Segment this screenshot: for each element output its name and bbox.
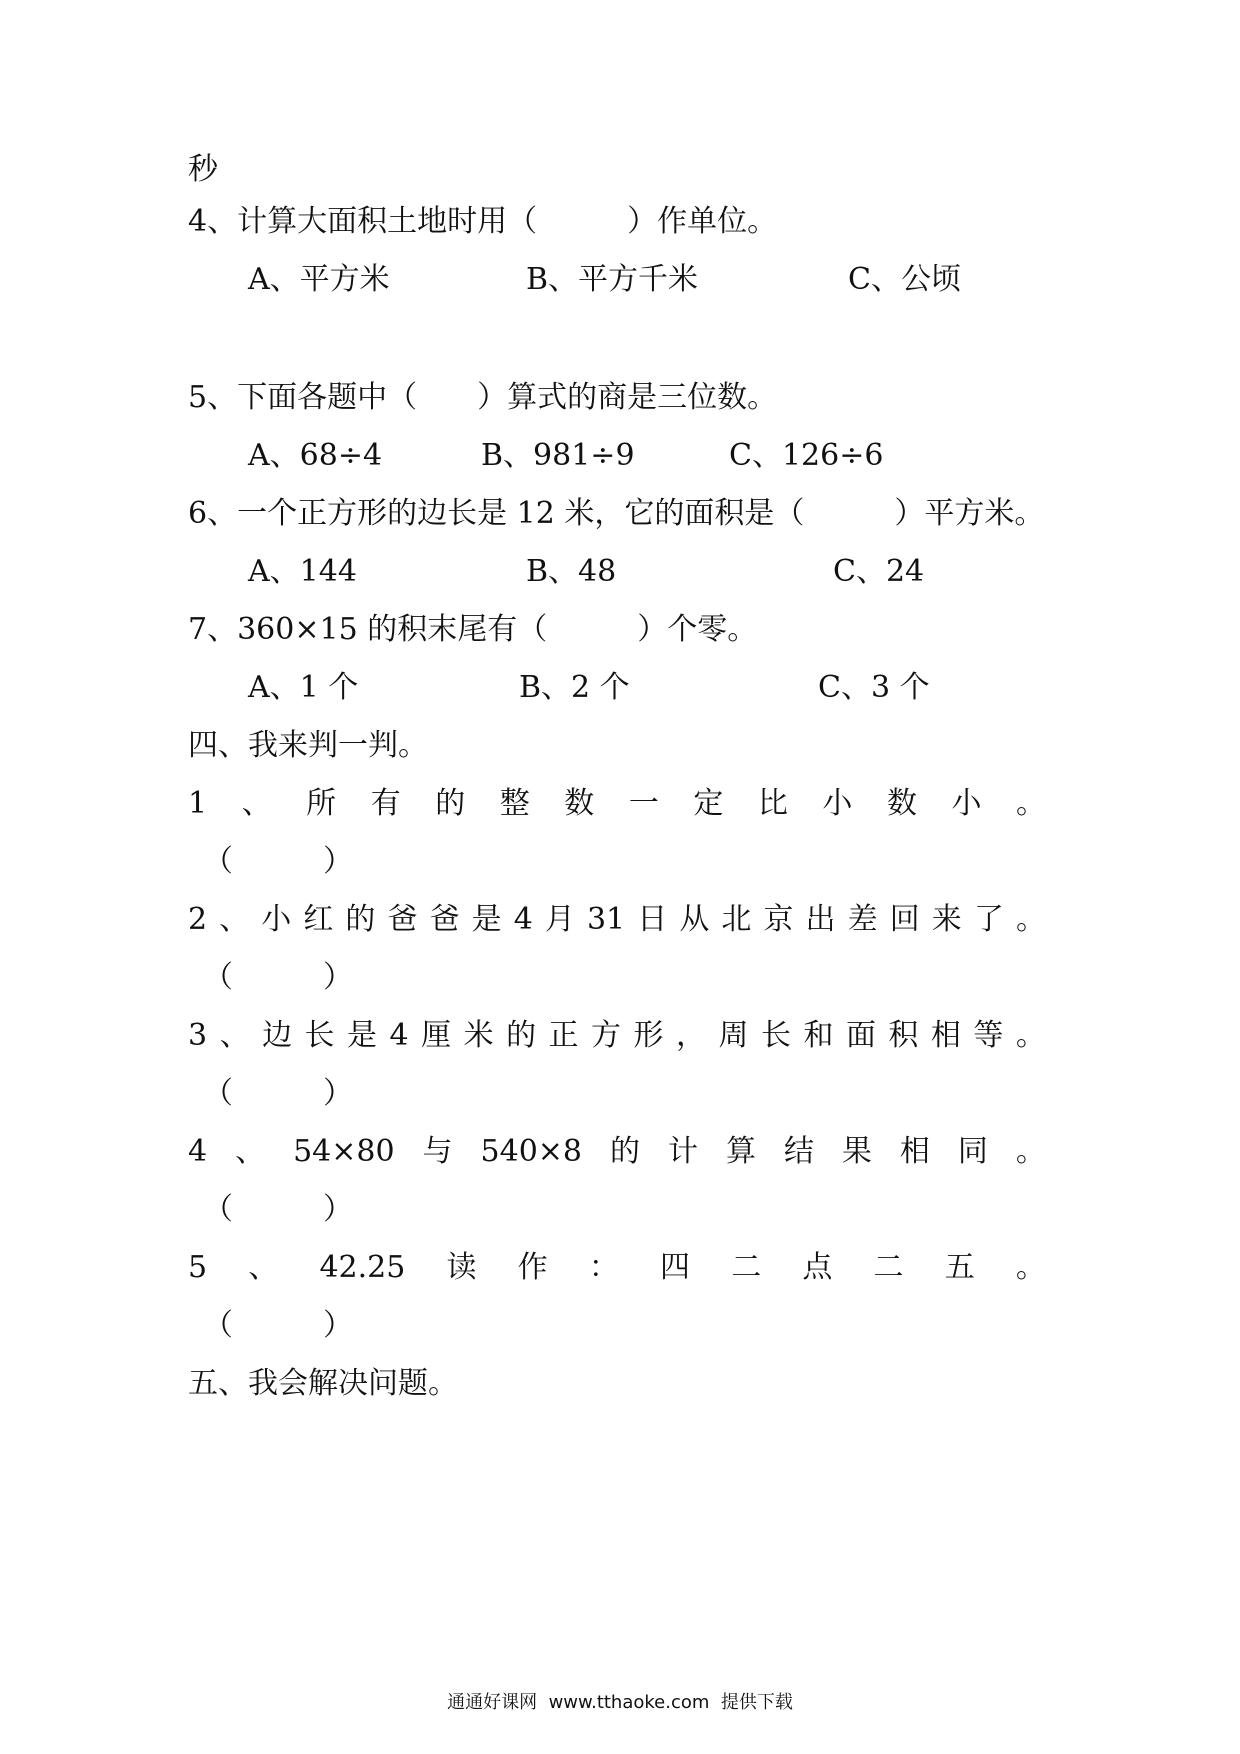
statement-token: 计 (667, 1134, 698, 1169)
statement-token: 作 (517, 1250, 548, 1285)
statement-token: 同 (957, 1134, 988, 1169)
statement-token: 二 (731, 1250, 762, 1285)
question-6: 6、一个正方形的边长是 12 米，它的面积是（ ）平方米。 (188, 496, 1045, 531)
q7-option-b: B、2 个 (519, 670, 630, 705)
statement-token: 小 (261, 902, 292, 937)
statement-token: 长 (304, 1018, 335, 1053)
statement-token: 31 (586, 902, 626, 937)
statement-token: 的 (609, 1134, 640, 1169)
statement-token: 边 (262, 1018, 293, 1053)
statement-token: 一 (628, 786, 659, 821)
statement-token: 米 (463, 1018, 494, 1053)
statement-token: 定 (693, 786, 724, 821)
statement-token: 月 (544, 902, 575, 937)
statement-token: 是 (347, 1018, 378, 1053)
statement-token: 、 (235, 1134, 266, 1169)
judge-statement-1 (188, 784, 1046, 824)
statement-token: 北 (721, 902, 752, 937)
carry-over-text: 秒 (188, 152, 218, 187)
statement-token: 回 (889, 902, 920, 937)
statement-token: 是 (471, 902, 502, 937)
statement-token: 了 (973, 902, 1004, 937)
page-footer: 通通好课网 www.tthaoke.com 提供下载 (447, 1692, 793, 1713)
q5-option-c: C、126÷6 (729, 438, 884, 473)
statement-token: 54×80 (293, 1134, 395, 1169)
statement-token: 的 (435, 786, 466, 821)
statement-token: 1 (188, 786, 208, 821)
statement-token: 红 (303, 902, 334, 937)
judge-statement-2 (188, 900, 1046, 940)
statement-token: 。 (1015, 1134, 1046, 1169)
question-4: 4、计算大面积土地时用（ ）作单位。 (188, 204, 778, 239)
statement-token: 长 (760, 1018, 791, 1053)
judge-statement-5 (188, 1248, 1046, 1288)
statement-token: ： (588, 1250, 619, 1285)
statement-token: 和 (803, 1018, 834, 1053)
statement-token: 正 (548, 1018, 579, 1053)
statement-token: 有 (370, 786, 401, 821)
statement-token: 数 (886, 786, 917, 821)
statement-token: 4 (513, 902, 533, 937)
judge-statement-4 (188, 1132, 1046, 1172)
statement-token: 、 (241, 786, 272, 821)
judge-answer-4[interactable]: （ ） (203, 1192, 353, 1227)
question-7: 7、360×15 的积末尾有（ ）个零。 (188, 612, 758, 647)
statement-token: 比 (757, 786, 788, 821)
statement-token: 3 (188, 1018, 208, 1053)
statement-token: 果 (841, 1134, 872, 1169)
q7-option-a: A、1 个 (248, 670, 359, 705)
statement-token: 京 (763, 902, 794, 937)
statement-token: 等 (973, 1018, 1004, 1053)
statement-token: 5 (188, 1250, 208, 1285)
q6-option-b: B、48 (526, 554, 617, 589)
statement-token: 形 (633, 1018, 664, 1053)
statement-token: 结 (783, 1134, 814, 1169)
statement-token: 厘 (421, 1018, 452, 1053)
statement-token: 相 (930, 1018, 961, 1053)
statement-token: 点 (802, 1250, 833, 1285)
statement-token: 四 (660, 1250, 691, 1285)
statement-token: 、 (248, 1250, 279, 1285)
statement-token: 的 (506, 1018, 537, 1053)
statement-token: 来 (931, 902, 962, 937)
statement-token: 爸 (387, 902, 418, 937)
statement-token: 、 (219, 1018, 250, 1053)
statement-token: 。 (1015, 902, 1046, 937)
statement-token: 日 (637, 902, 668, 937)
statement-token: 2 (188, 902, 208, 937)
statement-token: 积 (888, 1018, 919, 1053)
judge-answer-2[interactable]: （ ） (203, 960, 353, 995)
q6-option-a: A、144 (248, 554, 357, 589)
statement-token: ， (676, 1018, 706, 1053)
statement-token: 的 (345, 902, 376, 937)
statement-token: 。 (1015, 1018, 1046, 1053)
statement-token: 爸 (429, 902, 460, 937)
q4-option-c: C、公顷 (848, 262, 961, 297)
q5-option-b: B、981÷9 (481, 438, 635, 473)
judge-statement-3 (188, 1016, 1046, 1056)
statement-token: 所 (306, 786, 337, 821)
q4-option-a: A、平方米 (248, 262, 390, 297)
statement-token: 读 (446, 1250, 477, 1285)
statement-token: 整 (499, 786, 530, 821)
statement-token: 周 (718, 1018, 749, 1053)
statement-token: 数 (564, 786, 595, 821)
statement-token: 面 (845, 1018, 876, 1053)
statement-token: 相 (899, 1134, 930, 1169)
statement-token: 42.25 (319, 1250, 406, 1285)
statement-token: 。 (1015, 1250, 1046, 1285)
statement-token: 540×8 (480, 1134, 582, 1169)
q5-option-a: A、68÷4 (248, 438, 383, 473)
judge-answer-1[interactable]: （ ） (203, 844, 353, 879)
statement-token: 从 (679, 902, 710, 937)
statement-token: 4 (389, 1018, 409, 1053)
statement-token: 。 (1016, 786, 1046, 821)
judge-answer-3[interactable]: （ ） (203, 1076, 353, 1111)
statement-token: 4 (188, 1134, 208, 1169)
q7-option-c: C、3 个 (818, 670, 930, 705)
q4-option-b: B、平方千米 (526, 262, 699, 297)
statement-token: 、 (219, 902, 250, 937)
section-5-heading: 五、我会解决问题。 (188, 1366, 458, 1401)
statement-token: 与 (422, 1134, 453, 1169)
statement-token: 算 (725, 1134, 756, 1169)
statement-token: 出 (805, 902, 836, 937)
statement-token: 二 (873, 1250, 904, 1285)
q6-option-c: C、24 (833, 554, 925, 589)
section-4-heading: 四、我来判一判。 (188, 728, 428, 763)
statement-token: 小 (822, 786, 853, 821)
statement-token: 差 (847, 902, 878, 937)
statement-token: 方 (591, 1018, 622, 1053)
statement-token: 小 (951, 786, 982, 821)
judge-answer-5[interactable]: （ ） (203, 1308, 353, 1343)
question-5: 5、下面各题中（ ）算式的商是三位数。 (188, 380, 778, 415)
statement-token: 五 (944, 1250, 975, 1285)
